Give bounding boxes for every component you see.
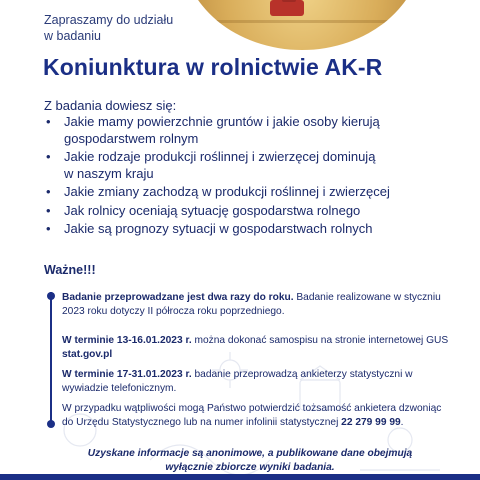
list-item-line: gospodarstwem rolnym <box>64 130 199 146</box>
info-text: W przypadku wątpliwości mogą Państwo potwierdzić tożsamość ankietera dzwoniąc do Urzędu Statystycznego lub na numer infolinii statystycznej <box>62 403 442 428</box>
bullet-icon: • <box>46 202 51 218</box>
stat-gov-link[interactable]: stat.gov.pl <box>62 348 113 360</box>
bullet-icon: • <box>46 149 51 164</box>
list-item-line: Jakie mamy powierzchnie gruntów i jakie osoby kierują <box>64 114 380 129</box>
info-text-end: . <box>400 416 404 428</box>
important-heading: Ważne!!! <box>44 263 96 277</box>
intro-line-2: w badaniu <box>44 29 101 43</box>
list-item-line: Jakie są prognozy sytuacji w gospodarstwach rolnych <box>64 221 373 236</box>
hotline-number: 22 279 99 99 <box>341 416 401 428</box>
intro-line-1: Zapraszamy do udziału <box>44 13 174 27</box>
info-text: badanie przeprowadzą ankieterzy statystyczni w wywiadzie telefonicznym. <box>62 369 413 394</box>
info-bold: W terminie 17-31.01.2023 r. <box>62 369 192 380</box>
info-text: Badanie realizowane w styczniu 2023 roku dotyczy II półrocza roku poprzedniego. <box>62 292 441 317</box>
timeline-dot <box>47 292 55 300</box>
footer-note <box>60 447 440 474</box>
learn-heading: Z badania dowiesz się: <box>44 98 177 113</box>
page-title: Koniunktura w rolnictwie AK-R <box>43 54 383 80</box>
timeline-line <box>50 292 52 424</box>
harvester-cab <box>282 0 296 2</box>
info-block-self-enumeration <box>62 334 452 361</box>
learn-list <box>44 114 444 240</box>
footer-line-2: wyłącznie zbiorcze wyniki badania. <box>165 461 335 473</box>
intro-text <box>44 12 234 44</box>
list-item-line: Jakie zmiany zachodzą w produkcji roślinnej i zwierzęcej <box>64 184 390 199</box>
footer-line-1: Uzyskane informacje są anonimowe, a publikowane dane obejmują <box>87 448 413 459</box>
info-block-schedule <box>62 291 452 318</box>
info-block-interviews <box>62 368 452 395</box>
harvester-icon <box>270 0 304 16</box>
bullet-icon: • <box>46 184 51 199</box>
bottom-bar <box>0 474 480 480</box>
info-bold: W terminie 13-16.01.2023 r. <box>62 335 192 346</box>
info-block-verification <box>62 402 452 429</box>
bullet-icon: • <box>46 114 51 129</box>
list-item <box>44 203 444 220</box>
list-item <box>44 114 444 147</box>
bullet-icon: • <box>46 221 51 236</box>
info-text: można dokonać samospisu na stronie internetowej GUS <box>191 335 449 346</box>
list-item-line: w naszym kraju <box>64 165 154 181</box>
info-bold: Badanie przeprowadzane jest dwa razy do roku. <box>62 292 294 303</box>
list-item-line: Jak rolnicy oceniają sytuację gospodarstwa rolnego <box>64 202 361 218</box>
list-item-line: Jakie rodzaje produkcji roślinnej i zwierzęcej dominują <box>64 149 376 164</box>
list-item <box>44 184 444 201</box>
timeline-dot <box>47 420 55 428</box>
list-item <box>44 221 444 238</box>
list-item <box>44 149 444 182</box>
